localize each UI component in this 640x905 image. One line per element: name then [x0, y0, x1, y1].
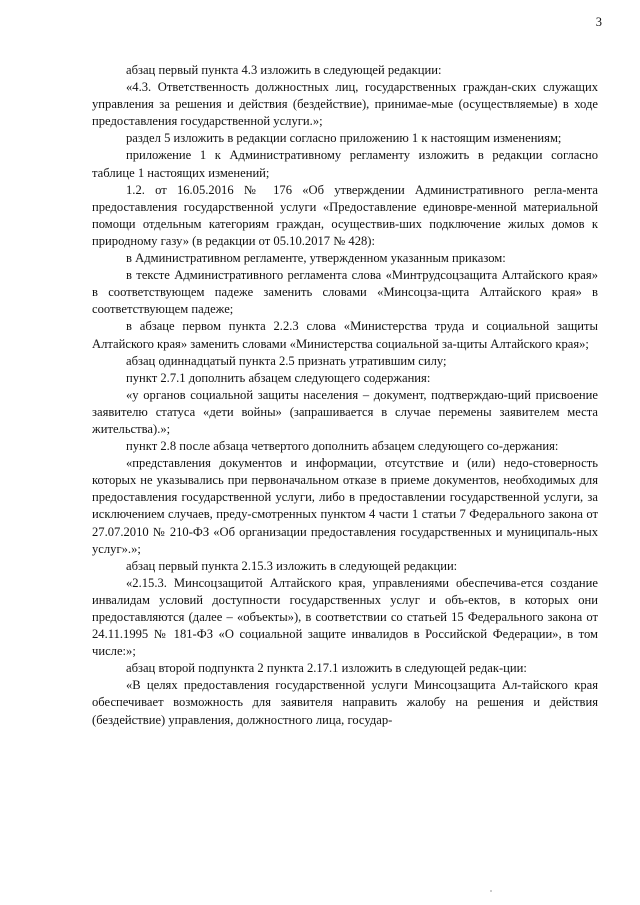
paragraph: 1.2. от 16.05.2016 № 176 «Об утверждении Административного регла-мента предоставления государственной услуги «Предоставление единовре-менной материальной помощи отдельным категориям граждан, осуществив-ших подключение жилых домов к природному газу» (в редакции от 05.10.2017 № 428):	[92, 182, 598, 248]
paragraph: «представления документов и информации, отсутствие и (или) недо-стоверность которых не указывались при первоначальном отказе в приеме документов, необходимых для предоставления государственной услуги, либо в предоставлении государственной услуги, за исключением случаев, преду-смотренных пунктом 4 части 1 статьи 7 Федерального закона от 27.07.2010 № 210-ФЗ «Об организации предоставления государственных и муниципаль-ных услуг».»;	[92, 456, 598, 556]
paragraph: абзац первый пункта 4.3 изложить в следующей редакции:	[126, 63, 442, 77]
scan-dot	[490, 890, 492, 892]
document-body	[92, 62, 598, 729]
paragraph: пункт 2.7.1 дополнить абзацем следующего содержания:	[126, 370, 431, 385]
paragraph: в Административном регламенте, утвержденном указанным приказом:	[126, 251, 506, 266]
paragraph: «В целях предоставления государственной услуги Минсоцзащита Ал-тайского края обеспечивает возможность для заявителя направить жалобу на решения и действия (бездействие) управления, должностного лица, государ-	[92, 678, 598, 727]
paragraph: «2.15.3. Минсоцзащитой Алтайского края, управлениями обеспечива-ется создание инвалидам условий доступности государственных услуг и объ-ектов, в которых они предоставляются (далее – «объекты»), в соответствии со статьей 15 Федерального закона от 24.11.1995 № 181-ФЗ «О социальной защите инвалидов в Российской Федерации», в том числе:»;	[92, 575, 598, 659]
paragraph: «у органов социальной защиты населения – документ, подтверждаю-щий присвоение заявителю статуса «дети войны» (запрашивается в случае перемены заявителем места жительства).»;	[92, 387, 598, 436]
paragraph: абзац одиннадцатый пункта 2.5 признать утратившим силу;	[126, 353, 447, 368]
paragraph: раздел 5 изложить в редакции согласно приложению 1 к настоящим изменениям;	[126, 131, 562, 146]
paragraph: абзац второй подпункта 2 пункта 2.17.1 изложить в следующей редак-ции:	[126, 661, 527, 676]
paragraph: «4.3. Ответственность должностных лиц, государственных граждан-ских служащих управления за решения и действия (бездействие), принимае-мые (осуществляемые) в ходе предоставления государственной услуги.»;	[92, 80, 598, 129]
paragraph: приложение 1 к Административному регламенту изложить в редакции согласно таблице 1 настоящих изменений;	[92, 148, 598, 180]
paragraph: пункт 2.8 после абзаца четвертого дополнить абзацем следующего со-держания:	[126, 439, 559, 454]
paragraph: абзац первый пункта 2.15.3 изложить в следующей редакции:	[126, 558, 458, 573]
paragraph: в тексте Административного регламента слова «Минтрудсоцзащита Алтайского края» в соответствующем падеже заменить словами «Минсоцза-щита Алтайского края» в соответствующем падеже;	[92, 268, 598, 317]
page-number: 3	[595, 15, 602, 29]
paragraph: в абзаце первом пункта 2.2.3 слова «Министерства труда и социальной защиты Алтайского края» заменить словами «Министерства социальной за-щиты Алтайского края»;	[92, 319, 598, 351]
